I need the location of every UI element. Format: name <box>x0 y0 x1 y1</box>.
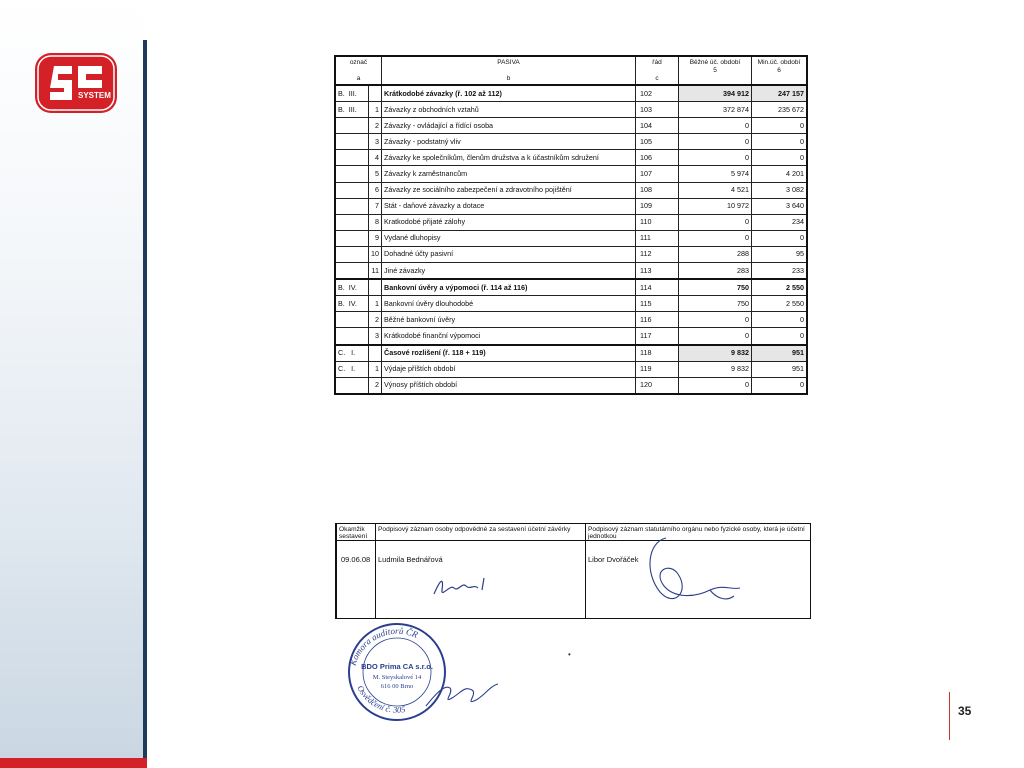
row-line-number: 105 <box>636 134 679 150</box>
row-line-number: 120 <box>636 377 679 394</box>
row-line-number: 113 <box>636 263 679 280</box>
row-line-number: 102 <box>636 85 679 102</box>
row-description: Bankovní úvěry a výpomoci (ř. 114 až 116) <box>382 279 636 296</box>
row-current-value: 9 832 <box>679 345 752 362</box>
row-current-value: 372 874 <box>679 102 752 118</box>
row-item-number: 6 <box>369 182 382 198</box>
row-item-number: 8 <box>369 214 382 230</box>
row-previous-value: 951 <box>752 345 808 362</box>
svg-text:Komora auditorů ČR: Komora auditorů ČR <box>347 625 420 667</box>
svg-text:M. Steyskalové 14: M. Steyskalové 14 <box>372 674 422 681</box>
sidebar-gradient <box>0 0 143 768</box>
row-previous-value: 247 157 <box>752 85 808 102</box>
row-item-number: 10 <box>369 246 382 262</box>
row-description: Závazky - ovládající a řídící osoba <box>382 118 636 134</box>
row-description: Závazky z obchodních vztahů <box>382 102 636 118</box>
row-section-mark: B. IV. <box>335 279 369 296</box>
accountant-name: Ludmila Bednářová <box>378 555 443 564</box>
header-current-period: Běžné úč. období 5 <box>679 56 752 85</box>
row-previous-value: 0 <box>752 230 808 246</box>
svg-text:616 00 Brno: 616 00 Brno <box>380 683 414 690</box>
row-previous-value: 0 <box>752 118 808 134</box>
header-liabilities: PASIVA b <box>382 56 636 85</box>
table-row <box>335 328 807 345</box>
balance-sheet-document <box>334 55 808 395</box>
row-line-number: 104 <box>636 118 679 134</box>
row-description: Stát - daňové závazky a dotace <box>382 198 636 214</box>
sidebar-divider <box>143 40 147 768</box>
row-description: Krátkodobé finanční výpomoci <box>382 328 636 345</box>
table-row <box>335 377 807 394</box>
row-item-number <box>369 85 382 102</box>
row-description: Závazky - podstatný vliv <box>382 134 636 150</box>
row-previous-value: 0 <box>752 377 808 394</box>
row-current-value: 0 <box>679 312 752 328</box>
row-item-number: 1 <box>369 102 382 118</box>
row-section-mark <box>335 166 369 182</box>
row-item-number: 3 <box>369 328 382 345</box>
row-current-value: 9 832 <box>679 361 752 377</box>
row-item-number <box>369 279 382 296</box>
row-previous-value: 0 <box>752 312 808 328</box>
row-line-number: 119 <box>636 361 679 377</box>
row-previous-value: 3 082 <box>752 182 808 198</box>
row-current-value: 10 972 <box>679 198 752 214</box>
row-previous-value: 95 <box>752 246 808 262</box>
table-row <box>335 214 807 230</box>
row-previous-value: 0 <box>752 150 808 166</box>
row-line-number: 103 <box>636 102 679 118</box>
director-signature <box>630 532 750 616</box>
row-item-number: 2 <box>369 377 382 394</box>
row-section-mark <box>335 214 369 230</box>
row-section-mark <box>335 328 369 345</box>
table-row <box>335 230 807 246</box>
row-previous-value: 951 <box>752 361 808 377</box>
liabilities-table <box>334 55 808 395</box>
row-current-value: 750 <box>679 296 752 312</box>
row-description: Dohadné účty pasivní <box>382 246 636 262</box>
table-row <box>335 150 807 166</box>
row-item-number: 7 <box>369 198 382 214</box>
row-item-number: 9 <box>369 230 382 246</box>
row-line-number: 114 <box>636 279 679 296</box>
table-row <box>335 102 807 118</box>
compile-date-label: Okamžik sestavení <box>339 526 368 540</box>
row-current-value: 288 <box>679 246 752 262</box>
row-section-mark <box>335 134 369 150</box>
row-item-number: 2 <box>369 118 382 134</box>
row-previous-value: 2 550 <box>752 279 808 296</box>
row-section-mark <box>335 377 369 394</box>
row-previous-value: 3 640 <box>752 198 808 214</box>
row-description: Vydané dluhopisy <box>382 230 636 246</box>
logo-text: SYSTEM <box>78 91 111 100</box>
svg-text:Osvědčení č. 305: Osvědčení č. 305 <box>355 683 406 715</box>
row-description: Kratkodobé přijaté zálohy <box>382 214 636 230</box>
row-previous-value: 4 201 <box>752 166 808 182</box>
director-name: Libor Dvořáček <box>588 555 639 564</box>
svg-text:BDO Prima CA s.r.o.: BDO Prima CA s.r.o. <box>361 662 433 671</box>
director-label: Podpisový záznam statutárního orgánu nebo fyzické osoby, která je účetní jednotkou <box>588 526 805 540</box>
row-section-mark <box>335 182 369 198</box>
accountant-label: Podpisový záznam osoby odpovědné za sestavení účetní závěrky <box>378 526 571 533</box>
row-item-number: 4 <box>369 150 382 166</box>
page-number: 35 <box>958 704 972 718</box>
row-item-number: 3 <box>369 134 382 150</box>
row-item-number: 5 <box>369 166 382 182</box>
row-previous-value: 234 <box>752 214 808 230</box>
table-row <box>335 263 807 280</box>
row-current-value: 0 <box>679 328 752 345</box>
row-line-number: 111 <box>636 230 679 246</box>
row-description: Závazky ke společníkům, členům družstva a k účastníkům sdružení <box>382 150 636 166</box>
sidebar-red-bar <box>0 758 147 768</box>
row-section-mark <box>335 198 369 214</box>
compile-date-value: 09.06.08 <box>341 555 371 564</box>
company-logo <box>34 52 118 114</box>
row-description: Běžné bankovní úvěry <box>382 312 636 328</box>
row-description: Jiné závazky <box>382 263 636 280</box>
row-line-number: 110 <box>636 214 679 230</box>
row-line-number: 116 <box>636 312 679 328</box>
row-current-value: 0 <box>679 377 752 394</box>
row-section-mark <box>335 246 369 262</box>
row-section-mark: C. I. <box>335 361 369 377</box>
row-current-value: 0 <box>679 150 752 166</box>
row-line-number: 109 <box>636 198 679 214</box>
row-line-number: 107 <box>636 166 679 182</box>
stamp-signature <box>424 676 504 712</box>
row-description: Závazky ze sociálního zabezpečení a zdravotního pojištění <box>382 182 636 198</box>
row-current-value: 0 <box>679 134 752 150</box>
row-current-value: 5 974 <box>679 166 752 182</box>
row-item-number <box>369 345 382 362</box>
row-section-mark <box>335 118 369 134</box>
accountant-signature <box>428 570 508 604</box>
row-previous-value: 233 <box>752 263 808 280</box>
row-line-number: 108 <box>636 182 679 198</box>
row-description: Bankovní úvěry dlouhodobé <box>382 296 636 312</box>
row-current-value: 750 <box>679 279 752 296</box>
director-signature-cell <box>586 524 810 618</box>
row-line-number: 118 <box>636 345 679 362</box>
row-description: Časové rozlišení (ř. 118 + 119) <box>382 345 636 362</box>
header-mark: označ a <box>335 56 382 85</box>
signature-block <box>335 523 811 619</box>
row-current-value: 0 <box>679 214 752 230</box>
table-row <box>335 361 807 377</box>
table-row <box>335 279 807 296</box>
page-number-divider <box>949 692 950 740</box>
row-item-number: 1 <box>369 361 382 377</box>
row-section-mark <box>335 312 369 328</box>
table-row <box>335 296 807 312</box>
table-row <box>335 182 807 198</box>
row-previous-value: 0 <box>752 134 808 150</box>
row-current-value: 0 <box>679 118 752 134</box>
table-row <box>335 134 807 150</box>
table-row <box>335 198 807 214</box>
row-current-value: 283 <box>679 263 752 280</box>
row-line-number: 117 <box>636 328 679 345</box>
scan-speck: • <box>568 650 571 659</box>
row-line-number: 115 <box>636 296 679 312</box>
row-section-mark: B. III. <box>335 85 369 102</box>
table-row <box>335 312 807 328</box>
row-previous-value: 2 550 <box>752 296 808 312</box>
row-section-mark: B. IV. <box>335 296 369 312</box>
header-row-no: řád c <box>636 56 679 85</box>
table-row <box>335 118 807 134</box>
compile-date-cell <box>337 524 376 618</box>
row-line-number: 106 <box>636 150 679 166</box>
header-previous-period: Min.úč. období 6 <box>752 56 808 85</box>
row-section-mark: C. I. <box>335 345 369 362</box>
row-item-number: 2 <box>369 312 382 328</box>
table-row <box>335 85 807 102</box>
row-previous-value: 235 672 <box>752 102 808 118</box>
row-section-mark: B. III. <box>335 102 369 118</box>
row-description: Závazky k zaměstnancům <box>382 166 636 182</box>
row-current-value: 394 912 <box>679 85 752 102</box>
table-row <box>335 166 807 182</box>
table-row <box>335 345 807 362</box>
row-item-number: 11 <box>369 263 382 280</box>
accountant-signature-cell <box>376 524 586 618</box>
row-previous-value: 0 <box>752 328 808 345</box>
row-section-mark <box>335 263 369 280</box>
row-section-mark <box>335 230 369 246</box>
row-current-value: 0 <box>679 230 752 246</box>
table-row <box>335 246 807 262</box>
row-description: Výdaje příštích období <box>382 361 636 377</box>
row-current-value: 4 521 <box>679 182 752 198</box>
row-item-number: 1 <box>369 296 382 312</box>
row-line-number: 112 <box>636 246 679 262</box>
row-description: Krátkodobé závazky (ř. 102 až 112) <box>382 85 636 102</box>
table-header-row <box>335 56 807 85</box>
row-section-mark <box>335 150 369 166</box>
row-description: Výnosy příštích období <box>382 377 636 394</box>
